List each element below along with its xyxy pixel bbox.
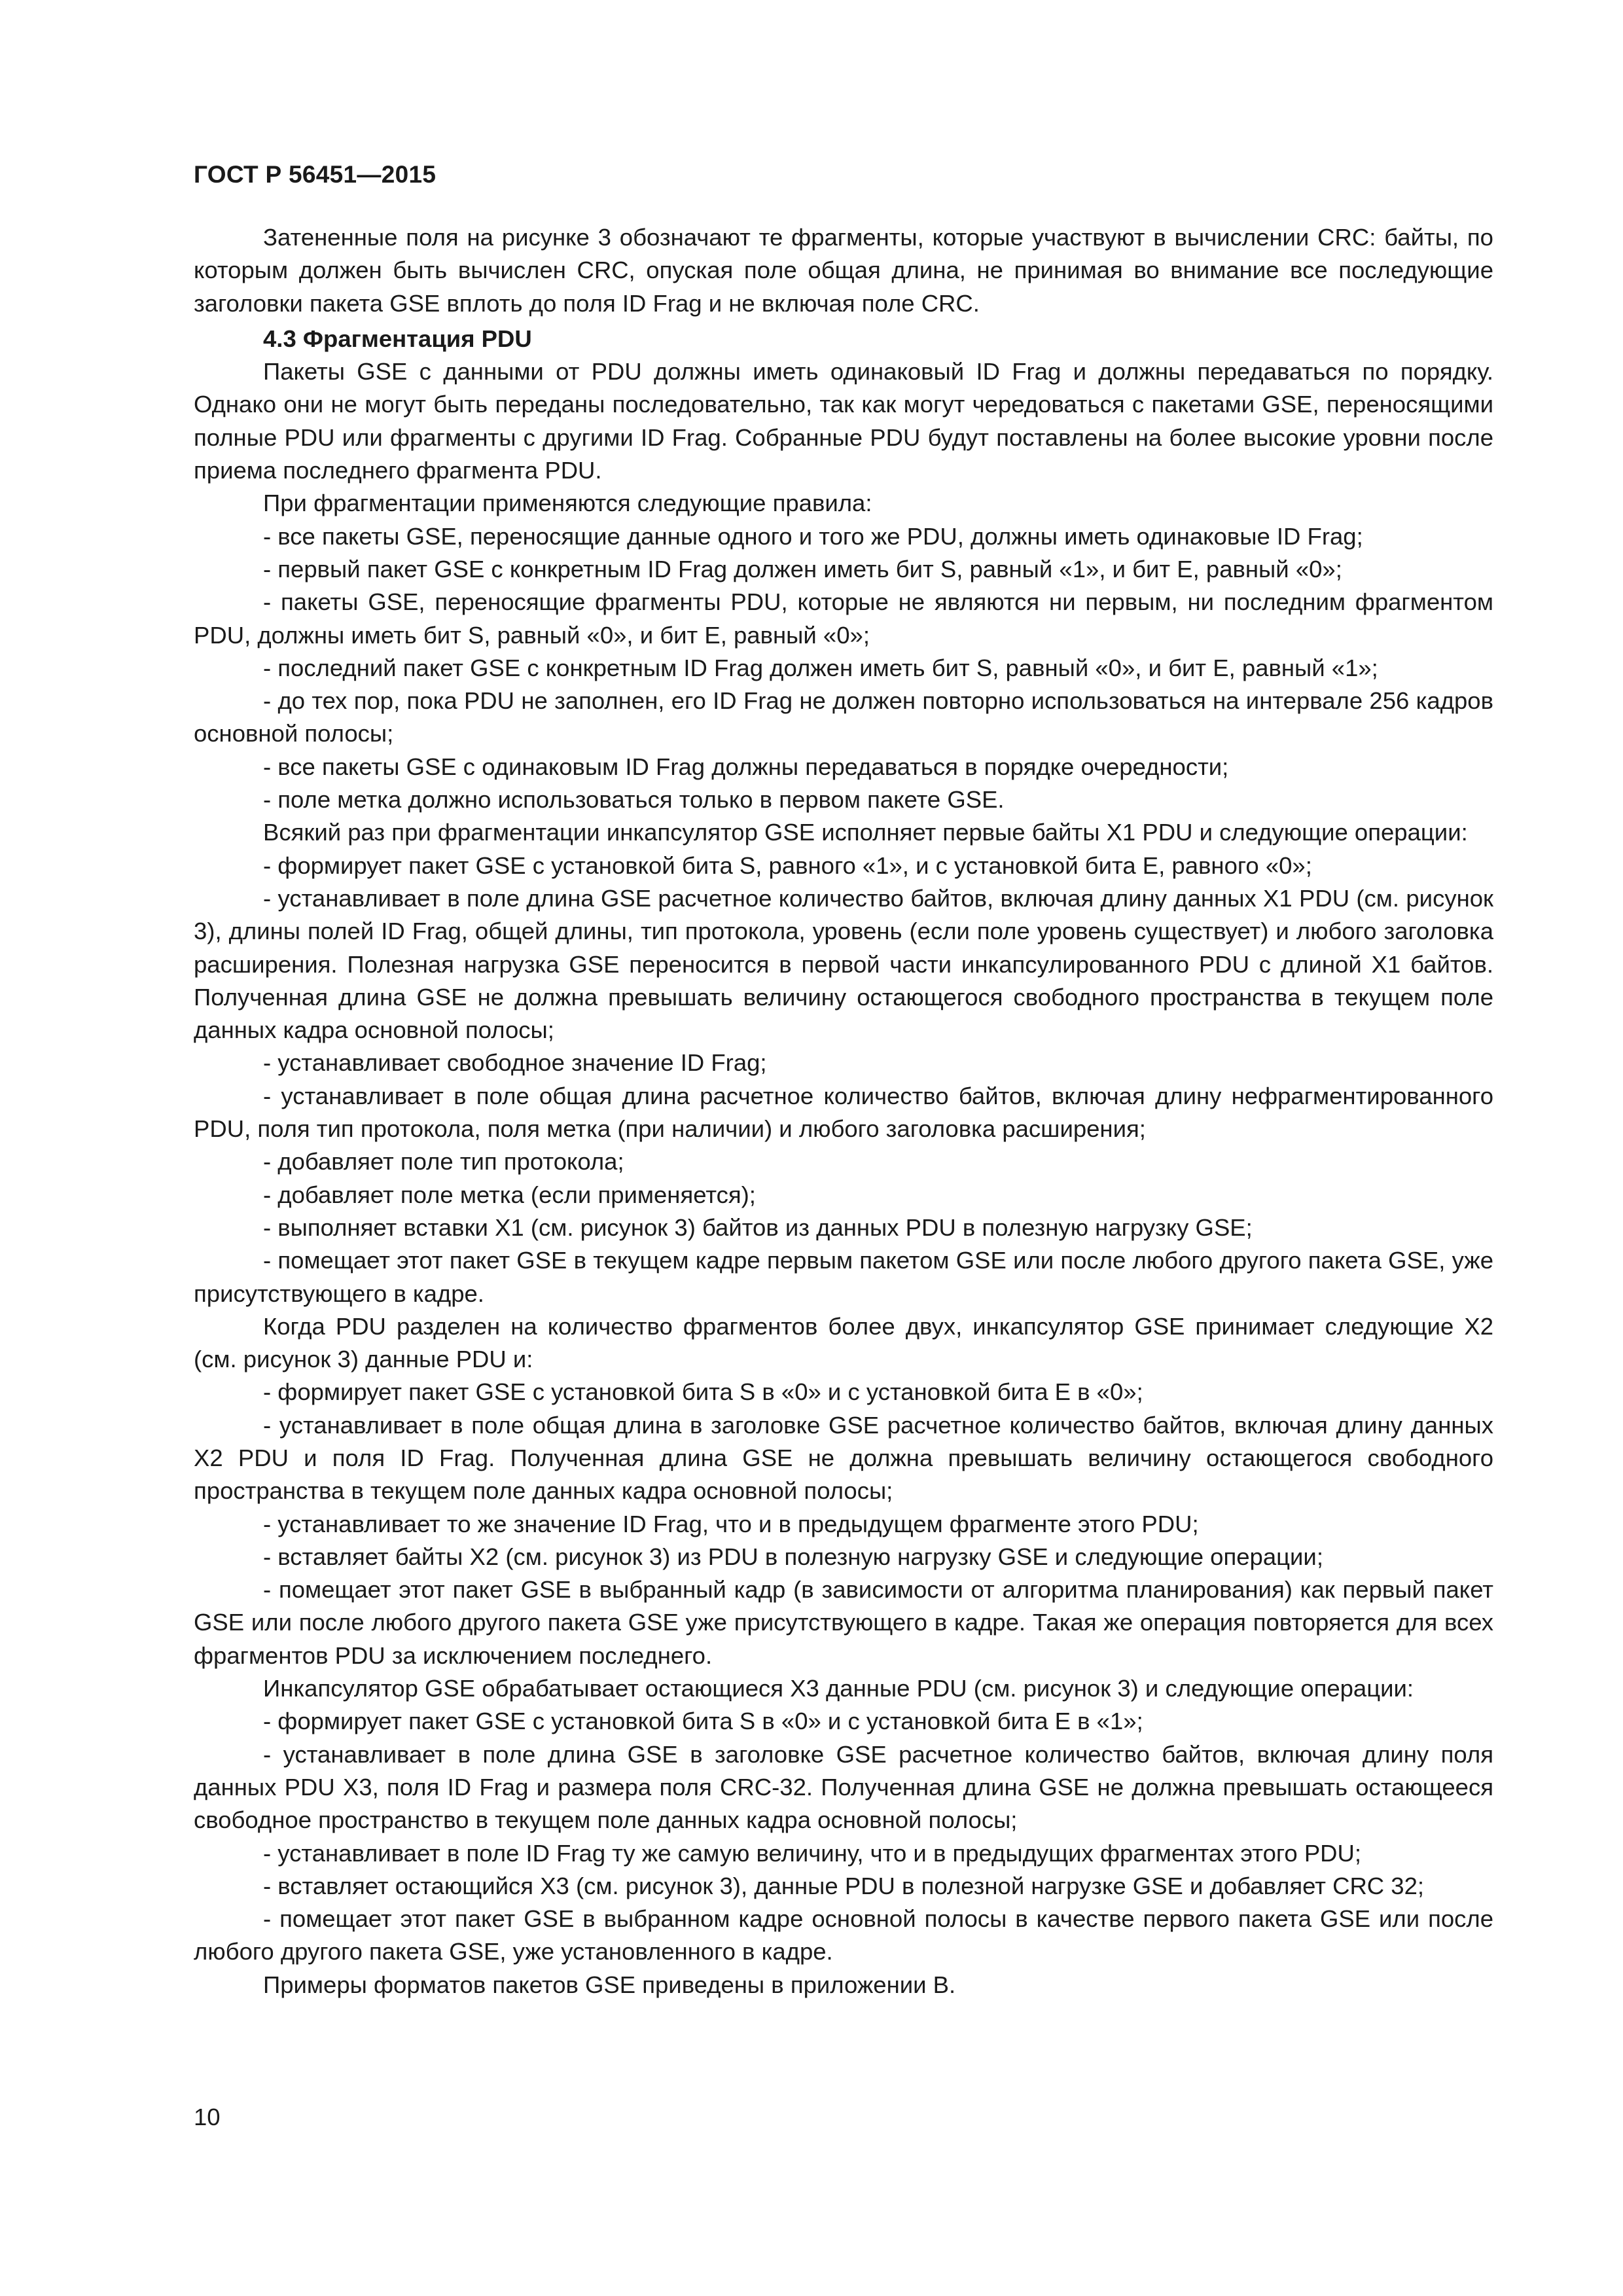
list-item: - до тех пор, пока PDU не заполнен, его ID Frag не должен повторно использоваться на интервале 256 кадров основной полосы; xyxy=(194,687,1493,747)
list-item: - последний пакет GSE с конкретным ID Frag должен иметь бит S, равный «0», и бит E, равный «1»; xyxy=(263,654,1378,681)
list-item: - первый пакет GSE с конкретным ID Frag должен иметь бит S, равный «1», и бит E, равный «0»; xyxy=(263,555,1342,583)
list-item: - помещает этот пакет GSE в текущем кадре первым пакетом GSE или после любого другого пакета GSE, уже присутствующего в кадре. xyxy=(194,1247,1493,1307)
list-item: - устанавливает свободное значение ID Frag; xyxy=(263,1049,767,1077)
document-header: ГОСТ Р 56451—2015 xyxy=(194,161,437,188)
paragraph: При фрагментации применяются следующие правила: xyxy=(263,490,872,517)
list-item: - поле метка должно использоваться только в первом пакете GSE. xyxy=(263,786,1005,814)
paragraph: Примеры форматов пакетов GSE приведены в приложении B. xyxy=(263,1971,956,1998)
section-title: 4.3 Фрагментация PDU xyxy=(263,325,532,352)
paragraph: Инкапсулятор GSE обрабатывает остающиеся X3 данные PDU (см. рисунок 3) и следующие операции: xyxy=(263,1675,1414,1702)
list-item: - устанавливает в поле длина GSE в заголовке GSE расчетное количество байтов, включая длину поля данных PDU X3, поля ID Frag и размера поля CRC-32. Полученная длина GSE не должна превышать остающееся свободное пространство в текущем поле данных кадра основной полосы; xyxy=(194,1740,1493,1834)
paragraph: Когда PDU разделен на количество фрагментов более двух, инкапсулятор GSE принимает следующие X2 (см. рисунок 3) данные PDU и: xyxy=(194,1312,1493,1373)
list-item: - устанавливает в поле длина GSE расчетное количество байтов, включая длину данных X1 PDU (см. рисунок 3), длины полей ID Frag, общей длины, тип протокола, уровень (если поле уровень существует) и любого заголовка расширения. Полезная нагрузка GSE переносится в первой части инкапсулированного PDU с длиной X1 байтов. Полученная длина GSE не должна превышать величину остающегося свободного пространства в текущем поле данных кадра основной полосы; xyxy=(194,884,1493,1044)
list-item: - формирует пакет GSE с установкой бита S, равного «1», и с установкой бита E, равного «0»; xyxy=(263,852,1312,879)
list-item: - устанавливает в поле общая длина расчетное количество байтов, включая длину нефрагментированного PDU, поля тип протокола, поля метка (при наличии) и любого заголовка расширения; xyxy=(194,1082,1493,1143)
list-item: - вставляет остающийся X3 (см. рисунок 3), данные PDU в полезной нагрузке GSE и добавляет CRC 32; xyxy=(263,1872,1425,1899)
list-item: - все пакеты GSE с одинаковым ID Frag должны передаваться в порядке очередности; xyxy=(263,753,1229,780)
paragraph: Всякий раз при фрагментации инкапсулятор GSE исполняет первые байты X1 PDU и следующие операции: xyxy=(263,819,1468,846)
list-item: - устанавливает то же значение ID Frag, что и в предыдущем фрагменте этого PDU; xyxy=(263,1510,1199,1537)
list-item: - вставляет байты X2 (см. рисунок 3) из PDU в полезную нагрузку GSE и следующие операции; xyxy=(263,1543,1323,1570)
list-item: - пакеты GSE, переносящие фрагменты PDU, которые не являются ни первым, ни последним фрагментом PDU, должны иметь бит S, равный «0», и бит E, равный «0»; xyxy=(194,588,1493,649)
list-item: - выполняет вставки X1 (см. рисунок 3) байтов из данных PDU в полезную нагрузку GSE; xyxy=(263,1213,1253,1241)
paragraph: Пакеты GSE с данными от PDU должны иметь одинаковый ID Frag и должны передаваться по порядку. Однако они не могут быть переданы последовательно, так как могут чередоваться с пакетами GSE, переносящими полные PDU или фрагменты с другими ID Frag. Собранные PDU будут поставлены на более высокие уровни после приема последнего фрагмента PDU. xyxy=(194,358,1493,484)
list-item: - все пакеты GSE, переносящие данные одного и того же PDU, должны иметь одинаковые ID Frag; xyxy=(263,522,1363,550)
list-item: - устанавливает в поле ID Frag ту же самую величину, что и в предыдущих фрагментах этого PDU; xyxy=(263,1839,1362,1867)
list-item: - добавляет поле тип протокола; xyxy=(263,1148,624,1175)
list-item: - помещает этот пакет GSE в выбранный кадр (в зависимости от алгоритма планирования) как первый пакет GSE или после любого другого пакета GSE уже присутствующего в кадре. Такая же операция повторяется для всех фрагментов PDU за исключением последнего. xyxy=(194,1576,1493,1669)
list-item: - формирует пакет GSE с установкой бита S в «0» и с установкой бита E в «0»; xyxy=(263,1378,1143,1406)
list-item: - помещает этот пакет GSE в выбранном кадре основной полосы в качестве первого пакета GSE или после любого другого пакета GSE, уже установленного в кадре. xyxy=(194,1905,1493,1965)
document-body xyxy=(194,221,1493,2001)
page-number: 10 xyxy=(194,2104,221,2130)
list-item: - добавляет поле метка (если применяется); xyxy=(263,1181,756,1208)
list-item: - устанавливает в поле общая длина в заголовке GSE расчетное количество байтов, включая длину данных X2 PDU и поля ID Frag. Полученная длина GSE не должна превышать величину остающегося свободного пространства в текущем поле данных кадра основной полосы; xyxy=(194,1411,1493,1505)
list-item: - формирует пакет GSE с установкой бита S в «0» и с установкой бита E в «1»; xyxy=(263,1708,1143,1735)
intro-paragraph: Затененные поля на рисунке 3 обозначают те фрагменты, которые участвуют в вычислении CRC: байты, по которым должен быть вычислен CRC, опуская поле общая длина, не принимая во внимание все последующие заголовки пакета GSE вплоть до поля ID Frag и не включая поле CRC. xyxy=(194,224,1493,317)
